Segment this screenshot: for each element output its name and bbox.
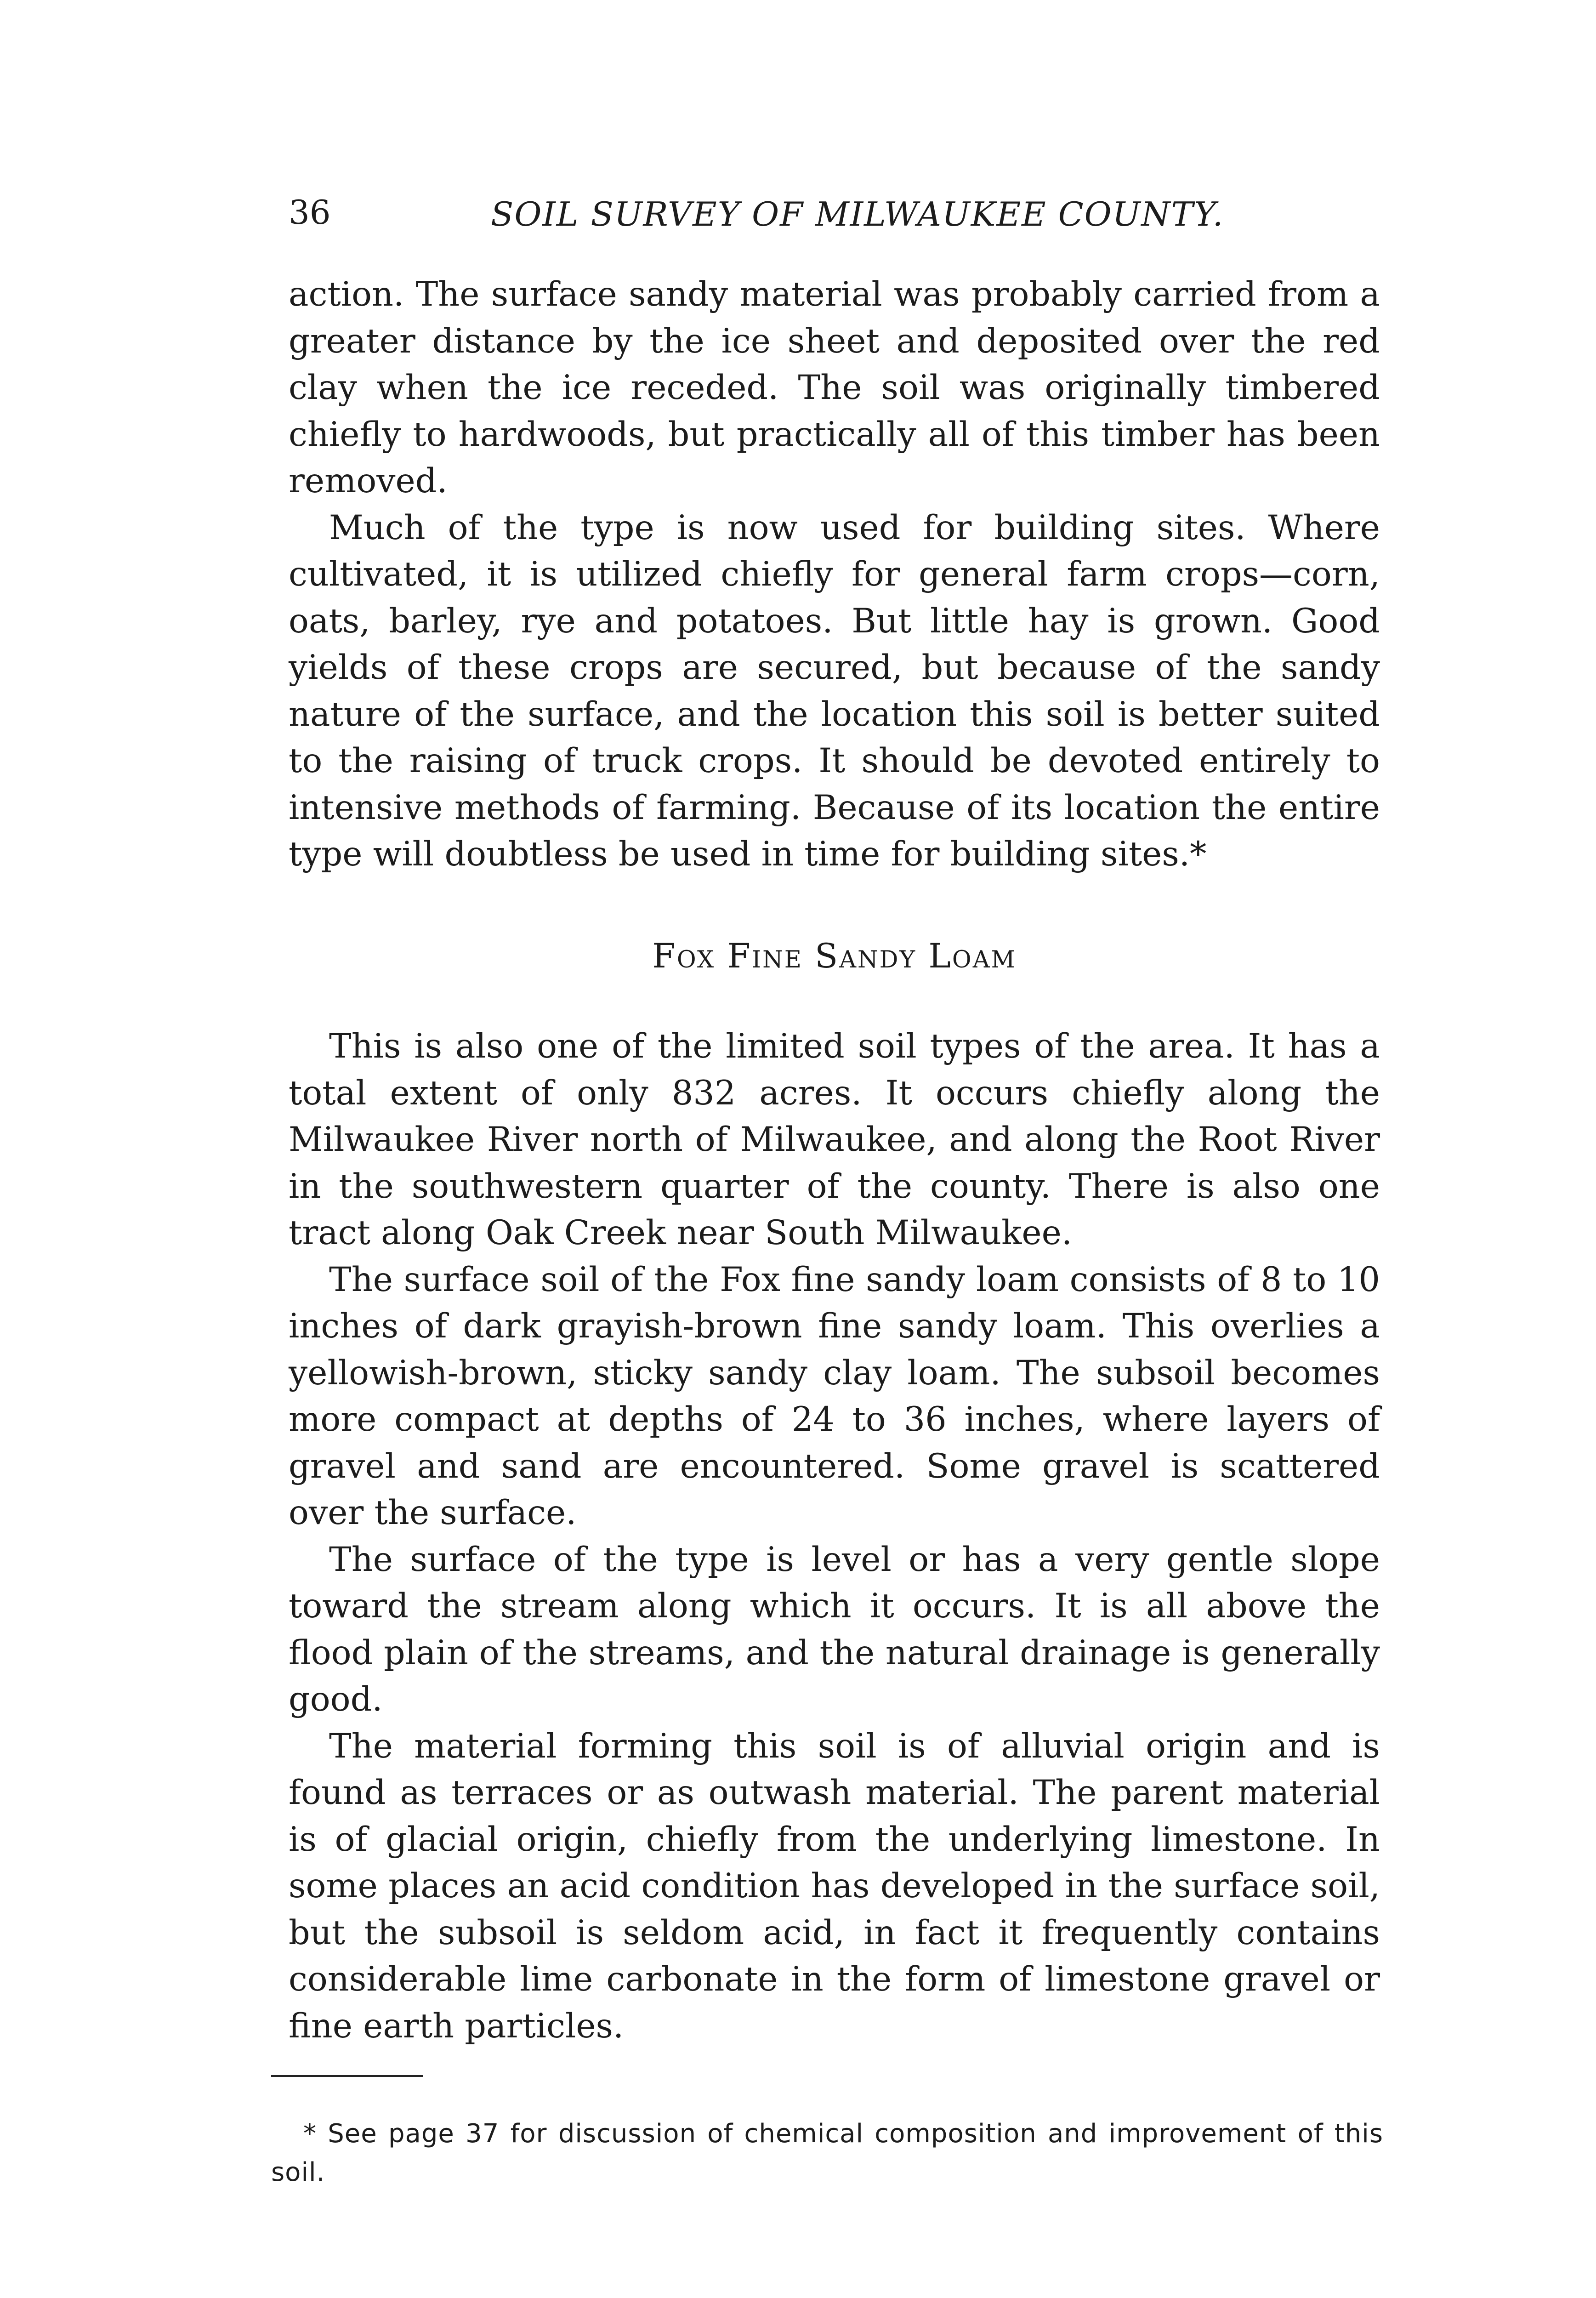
paragraph: The surface of the type is level or has a very gentle slope toward the stream along which it occurs. It is all above the flood plain of the streams, and the natural drainage is generally good. [289, 1540, 1380, 1719]
footnote: * See page 37 for discussion of chemical composition and improvement of this soil. [271, 2119, 1383, 2187]
page-number: 36 [289, 193, 331, 232]
running-title: SOIL SURVEY OF MILWAUKEE COUNTY. [491, 195, 1224, 233]
paragraph: action. The surface sandy material was probably carried from a greater distance by the ice sheet and deposited over the red clay when the ice receded. The soil was originally timbered chiefly to hardwoods, but practically all of this timber has been removed. [289, 275, 1380, 501]
paragraph: The surface soil of the Fox fine sandy loam consists of 8 to 10 inches of dark grayish-brown fine sandy loam. This overlies a yellowish-brown, sticky sandy clay loam. The subsoil becomes more compact at depths of 24 to 36 inches, where layers of gravel and sand are encountered. Some gravel is scattered over the surface. [289, 1260, 1380, 1532]
footnote-divider [271, 2075, 423, 2077]
paragraph: The material forming this soil is of alluvial origin and is found as terraces or as outwash material. The parent material is of glacial origin, chiefly from the underlying limestone. In some places an acid condition has developed in the surface soil, but the subsoil is seldom acid, in fact it frequently contains considerable lime carbonate in the form of limestone gravel or fine earth particles. [289, 1726, 1380, 2046]
body-text [289, 271, 1380, 2049]
paragraph: Much of the type is now used for building sites. Where cultivated, it is utilized chiefly for general farm crops—corn, oats, barley, rye and potatoes. But little hay is grown. Good yields of these crops are secured, but because of the sandy nature of the surface, and the location this soil is better suited to the raising of truck crops. It should be devoted entirely to intensive methods of farming. Because of its location the entire type will doubtless be used in time for building sites.* [289, 508, 1380, 874]
paragraph: This is also one of the limited soil types of the area. It has a total extent of only 832 acres. It occurs chiefly along the Milwaukee River north of Milwaukee, and along the Root River in the southwestern quarter of the county. There is also one tract along Oak Creek near South Milwaukee. [289, 1027, 1380, 1252]
page-header [289, 193, 1392, 244]
section-heading: Fox Fine Sandy Loam [652, 936, 1017, 976]
